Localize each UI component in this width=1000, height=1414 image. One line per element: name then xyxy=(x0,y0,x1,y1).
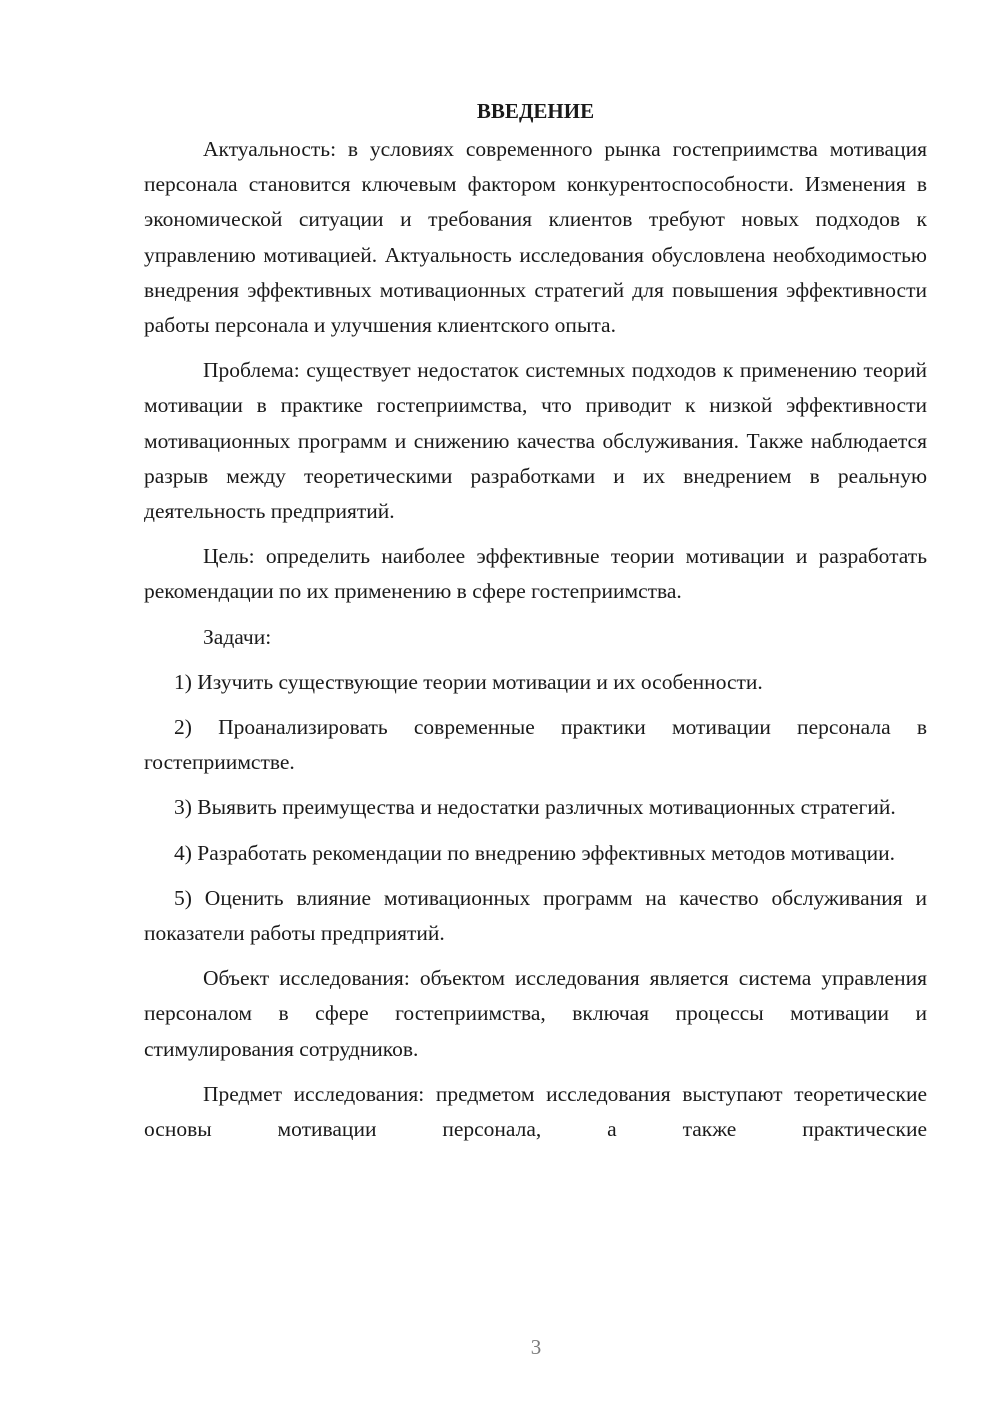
task-item-3: 3) Выявить преимущества и недостатки различных мотивационных стратегий. xyxy=(174,795,896,820)
page-content xyxy=(144,94,927,1157)
task-item-1: 1) Изучить существующие теории мотивации и их особенности. xyxy=(174,669,763,694)
paragraph-goal: Цель: определить наиболее эффективные теории мотивации и разработать рекомендации по их применению в сфере гостеприимства. xyxy=(144,544,927,604)
page-number: 3 xyxy=(530,1335,542,1359)
paragraph-object: Объект исследования: объектом исследования является система управления персоналом в сфере гостеприимства, включая процессы мотивации и стимулирования сотрудников. xyxy=(144,966,927,1061)
paragraph-subject: Предмет исследования: предметом исследования выступают теоретические основы мотивации персонала, а также практические xyxy=(144,1081,927,1142)
task-item-4: 4) Разработать рекомендации по внедрению эффективных методов мотивации. xyxy=(174,840,895,865)
task-item-2: 2) Проанализировать современные практики мотивации персонала в гостеприимстве. xyxy=(144,715,927,775)
section-heading: ВВЕДЕНИЕ xyxy=(476,99,595,123)
task-item-5: 5) Оценить влияние мотивационных программ на качество обслуживания и показатели работы предприятий. xyxy=(144,885,927,946)
paragraph-tasks-label: Задачи: xyxy=(203,624,272,649)
paragraph-problem: Проблема: существует недостаток системных подходов к применению теорий мотивации в практике гостеприимства, что приводит к низкой эффективности мотивационных программ и снижению качества обслуживания. Также наблюдается разрыв между теоретическими разработками и их внедрением в реальную деятельность предприятий. xyxy=(144,358,927,524)
paragraph-relevance: Актуальность: в условиях современного рынка гостеприимства мотивация персонала становится ключевым фактором конкурентоспособности. Изменения в экономической ситуации и требования клиентов требуют новых подходов к управлению мотивацией. Актуальность исследования обусловлена необходимостью внедрения эффективных мотивационных стратегий для повышения эффективности работы персонала и улучшения клиентского опыта. xyxy=(144,137,927,338)
